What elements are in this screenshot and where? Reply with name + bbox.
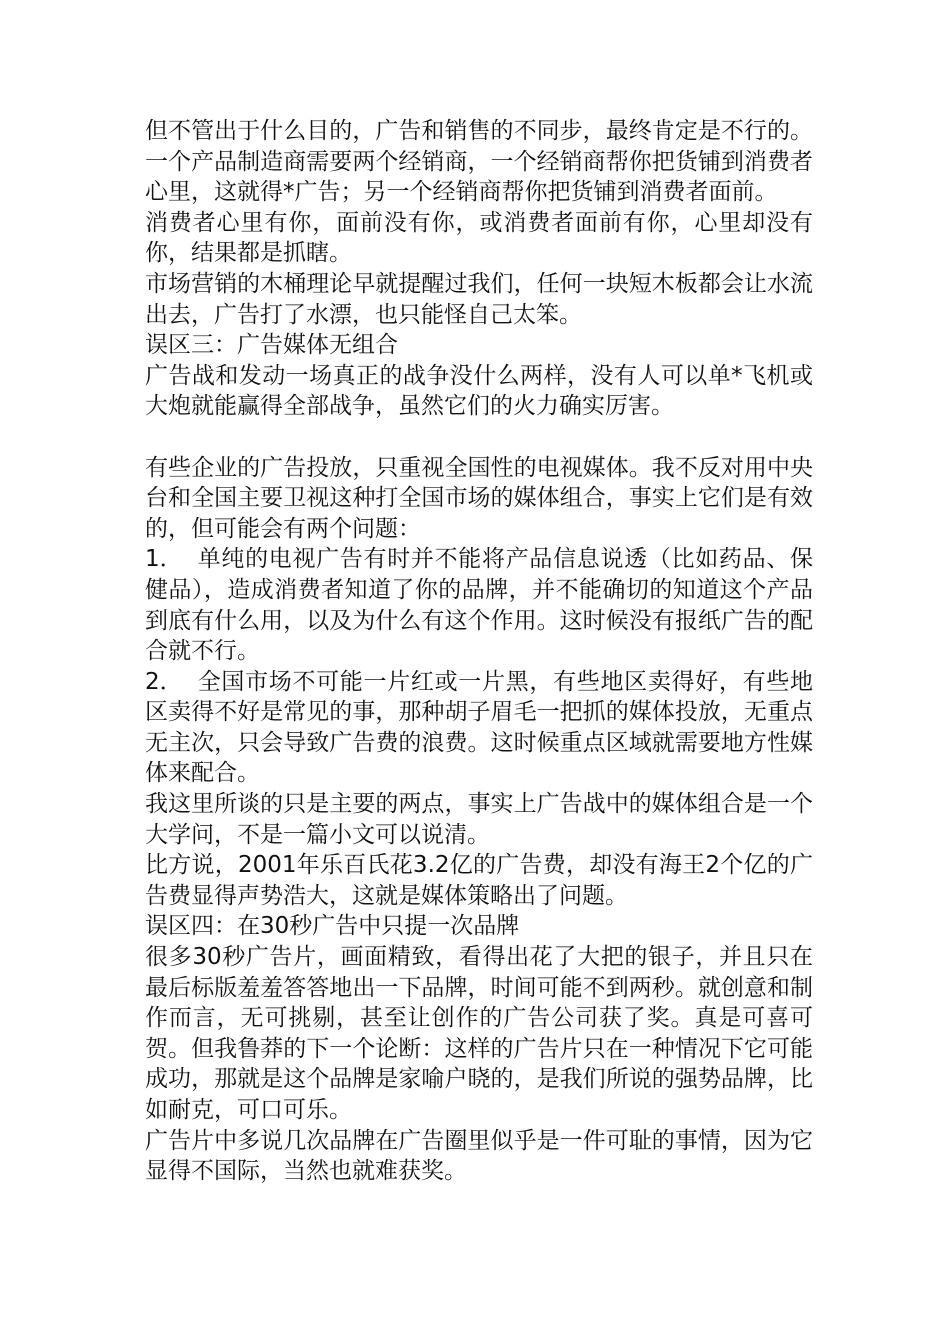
paragraph: 有些企业的广告投放，只重视全国性的电视媒体。我不反对用中央台和全国主要卫视这种打全国市场的媒体组合，事实上它们是有效的，但可能会有两个问题： [145, 454, 813, 542]
paragraph: 广告战和发动一场真正的战争没什么两样，没有人可以单*飞机或大炮就能赢得全部战争，虽然它们的火力确实厉害。 [145, 362, 813, 420]
list-text: 全国市场不可能一片红或一片黑，有些地区卖得好，有些地区卖得不好是常见的事，那种胡子眉毛一把抓的媒体投放，无重点无主次，只会导致广告费的浪费。这时候重点区域就需要地方性媒体来配合。 [145, 668, 813, 787]
list-item [145, 544, 813, 666]
blank-line [145, 422, 813, 453]
paragraph: 市场营销的木桶理论早就提醒过我们，任何一块短木板都会让水流出去，广告打了水漂，也只能怪自己太笨。 [145, 270, 813, 328]
document-body [145, 116, 813, 1187]
section-heading: 误区四：在30秒广告中只提一次品牌 [145, 913, 520, 940]
list-number: 1． [145, 546, 183, 573]
paragraph: 很多30秒广告片，画面精致，看得出花了大把的银子，并且只在最后标版羞羞答答地出一下品牌，时间可能不到两秒。就创意和制作而言，无可挑剔，甚至让创作的广告公司获了奖。真是可喜可贺。但我鲁莽的下一个论断：这样的广告片只在一种情况下它可能成功，那就是这个品牌是家喻户晓的，是我们所说的强势品牌，比如耐克，可口可乐。 [145, 944, 813, 1123]
paragraph: 广告片中多说几次品牌在广告圈里似乎是一件可耻的事情，因为它显得不国际，当然也就难获奖。 [145, 1127, 813, 1185]
list-item [145, 667, 813, 789]
list-number: 2． [145, 668, 183, 695]
paragraph: 但不管出于什么目的，广告和销售的不同步，最终肯定是不行的。一个产品制造商需要两个经销商，一个经销商帮你把货铺到消费者心里，这就得*广告；另一个经销商帮你把货铺到消费者面前。 [145, 118, 813, 206]
paragraph: 比方说，2001年乐百氏花3.2亿的广告费，却没有海王2个亿的广告费显得声势浩大，这就是媒体策略出了问题。 [145, 852, 813, 909]
paragraph: 消费者心里有你，面前没有你，或消费者面前有你，心里却没有你，结果都是抓瞎。 [145, 209, 813, 267]
paragraph: 我这里所谈的只是主要的两点，事实上广告战中的媒体组合是一个大学问，不是一篇小文可以说清。 [145, 791, 813, 848]
section-heading: 误区三：广告媒体无组合 [145, 332, 398, 359]
list-text: 单纯的电视广告有时并不能将产品信息说透（比如药品、保健品），造成消费者知道了你的品牌，并不能确切的知道这个产品到底有什么用，以及为什么有这个作用。这时候没有报纸广告的配合就不行。 [145, 546, 813, 665]
